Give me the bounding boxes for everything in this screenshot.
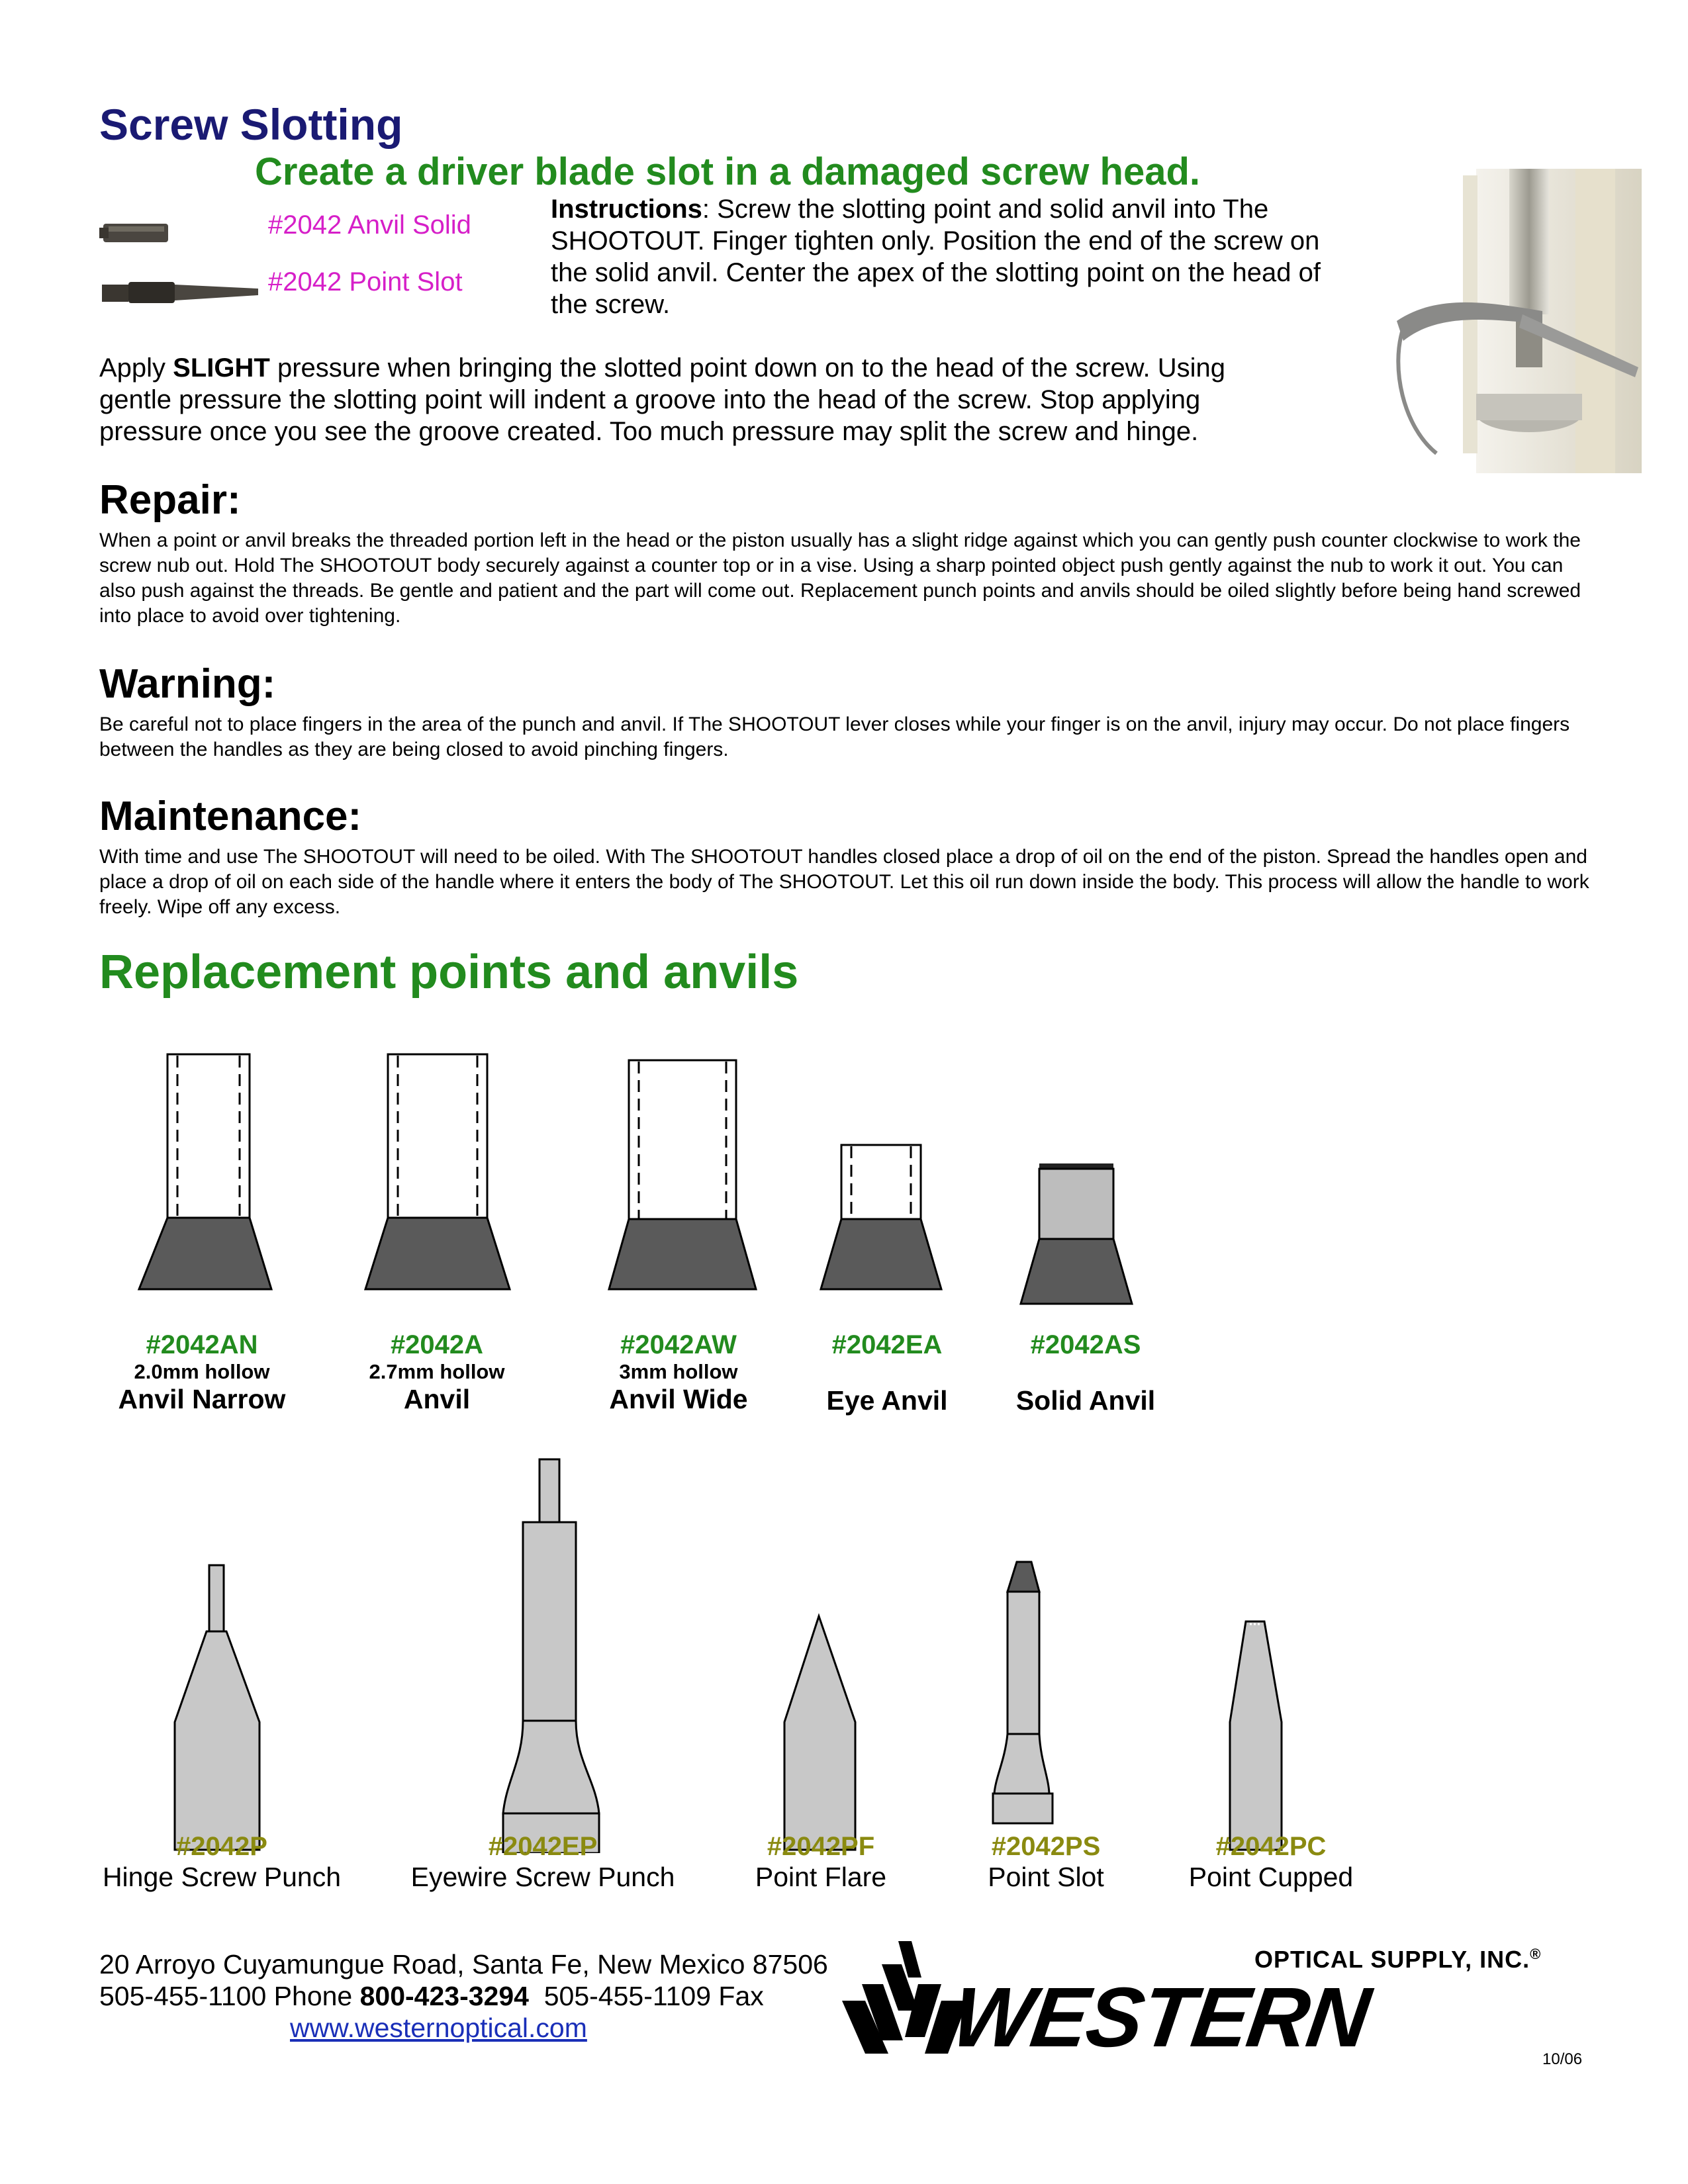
anvil-label-an	[86, 1330, 318, 1415]
maintenance-title: Maintenance:	[99, 794, 362, 839]
anvils-drawings	[126, 1052, 1185, 1310]
anvil-name: Anvil	[403, 1384, 471, 1414]
anvil-hollow: 2.7mm hollow	[369, 1360, 505, 1383]
footer-fax: 505-455-1109 Fax	[528, 1981, 764, 2011]
anvil-solid-photo	[99, 218, 179, 251]
anvil-hollow	[986, 1360, 1185, 1385]
point-label-ep	[397, 1832, 688, 1893]
point-slot-photo	[99, 278, 265, 311]
page-subtitle: Create a driver blade slot in a damaged screw head.	[255, 150, 1200, 193]
anvil-name: Anvil Narrow	[118, 1384, 286, 1414]
point-code: #2042PF	[767, 1832, 875, 1861]
point-code: #2042PS	[991, 1832, 1101, 1861]
anvil-wide-drawing	[609, 1060, 756, 1289]
anvil-narrow-drawing	[139, 1054, 271, 1289]
point-code: #2042EP	[488, 1832, 598, 1861]
footer-phone: 505-455-1100 Phone	[99, 1981, 360, 2011]
repair-title: Repair:	[99, 477, 241, 523]
point-flare-drawing	[784, 1616, 855, 1850]
point-name: Eyewire Screw Punch	[410, 1862, 675, 1892]
page-title: Screw Slotting	[99, 100, 403, 149]
brand-top-text	[1254, 1946, 1541, 1974]
anvil-code: #2042AS	[1030, 1330, 1141, 1359]
anvil-label-aw	[569, 1330, 788, 1415]
date-code: 10/06	[1542, 2050, 1583, 2068]
apply-pre: Apply	[99, 353, 173, 383]
anvil-code: #2042EA	[831, 1330, 943, 1359]
footer-phones	[99, 1981, 764, 2012]
anvil-drawing	[365, 1054, 510, 1289]
anvil-label-ea	[794, 1330, 980, 1416]
anvil-label-as	[986, 1330, 1185, 1416]
eye-anvil-drawing	[821, 1145, 941, 1289]
footer-tollfree: 800-423-3294	[359, 1981, 529, 2011]
instructions-lead: Instructions	[551, 195, 702, 224]
point-code: #2042P	[176, 1832, 267, 1861]
warning-title: Warning:	[99, 661, 276, 707]
apply-bold: SLIGHT	[173, 353, 270, 383]
point-name: Point Flare	[755, 1862, 887, 1892]
point-slot-label: #2042 Point Slot	[268, 267, 463, 296]
anvil-hollow	[794, 1360, 980, 1385]
repair-body: When a point or anvil breaks the threaded portion left in the head or the piston usually has a slight ridge against which you can gently push counter clockwise to work the screw nub out. Hold The SHOOTOUT body securely against a counter top or in a vise. Using a sharp pointed object push gently against the nub to work it out. You can also push against the threads. Be gentle and patient and the part will come out. Replacement punch points and anvils should be oiled slightly before being hand screwed into place to avoid over tightening.	[99, 529, 1581, 627]
brand-reg: ®	[1530, 1946, 1542, 1962]
anvil-hollow: 3mm hollow	[619, 1360, 738, 1383]
warning-body: Be careful not to place fingers in the area of the punch and anvil. If The SHOOTOUT lever closes while your finger is on the anvil, injury may occur. Do not place fingers between the handles as they are being closed to avoid pinching fingers.	[99, 713, 1570, 760]
anvil-code: #2042AW	[620, 1330, 737, 1359]
brand-top: OPTICAL SUPPLY, INC.	[1254, 1946, 1530, 1973]
apply-post: pressure when bringing the slotted point down on to the head of the screw. Using gentle pressure the slotting point will indent a groove into the head of the screw. Stop applying pressure once you see the groove created. Too much pressure may split the screw and hinge.	[99, 353, 1225, 446]
point-cupped-drawing	[1230, 1621, 1282, 1850]
point-code: #2042PC	[1215, 1832, 1327, 1861]
point-name: Hinge Screw Punch	[102, 1862, 342, 1892]
brand-wordmark: WESTERN	[947, 1970, 1375, 2065]
eyewire-screw-punch-drawing	[503, 1459, 599, 1853]
point-label-ps	[940, 1832, 1152, 1893]
point-name: Point Slot	[988, 1862, 1104, 1892]
solid-anvil-drawing	[1021, 1163, 1132, 1304]
anvil-name: Solid Anvil	[1015, 1385, 1156, 1416]
maintenance-body: With time and use The SHOOTOUT will need to be oiled. With The SHOOTOUT handles closed place a drop of oil on the end of the piston. Spread the handles open and place a drop of oil on each side of the handle where it enters the body of The SHOOTOUT. Let this oil run down inside the body. This process will allow the handle to work freely. Wipe off any excess.	[99, 846, 1589, 918]
point-label-pc	[1165, 1832, 1377, 1893]
anvil-label-a	[324, 1330, 549, 1415]
hinge-screw-punch-drawing	[175, 1565, 259, 1850]
point-label-p	[86, 1832, 357, 1893]
footer-address: 20 Arroyo Cuyamungue Road, Santa Fe, New Mexico 87506	[99, 1949, 828, 1979]
footer-website-link[interactable]: www.westernoptical.com	[290, 2013, 587, 2043]
point-label-pf	[715, 1832, 927, 1893]
point-name: Point Cupped	[1188, 1862, 1354, 1892]
points-drawings	[132, 1449, 1390, 1853]
anvil-name: Eye Anvil	[826, 1385, 948, 1416]
anvil-hollow: 2.0mm hollow	[134, 1360, 270, 1383]
replacement-title: Replacement points and anvils	[99, 946, 799, 999]
instructions-text	[551, 193, 1345, 320]
anvil-solid-label: #2042 Anvil Solid	[268, 210, 471, 240]
shootout-tool-photo	[1377, 169, 1642, 473]
point-slot-drawing	[993, 1562, 1053, 1823]
anvil-code: #2042AN	[146, 1330, 258, 1359]
apply-pressure-text	[99, 352, 1291, 447]
instructions-body: : Screw the slotting point and solid anvil into The SHOOTOUT. Finger tighten only. Position the end of the screw on the solid anvil. Center the apex of the slotting point on the head of the screw.	[551, 195, 1321, 319]
anvil-name: Anvil Wide	[609, 1384, 748, 1414]
anvil-code: #2042A	[390, 1330, 484, 1359]
